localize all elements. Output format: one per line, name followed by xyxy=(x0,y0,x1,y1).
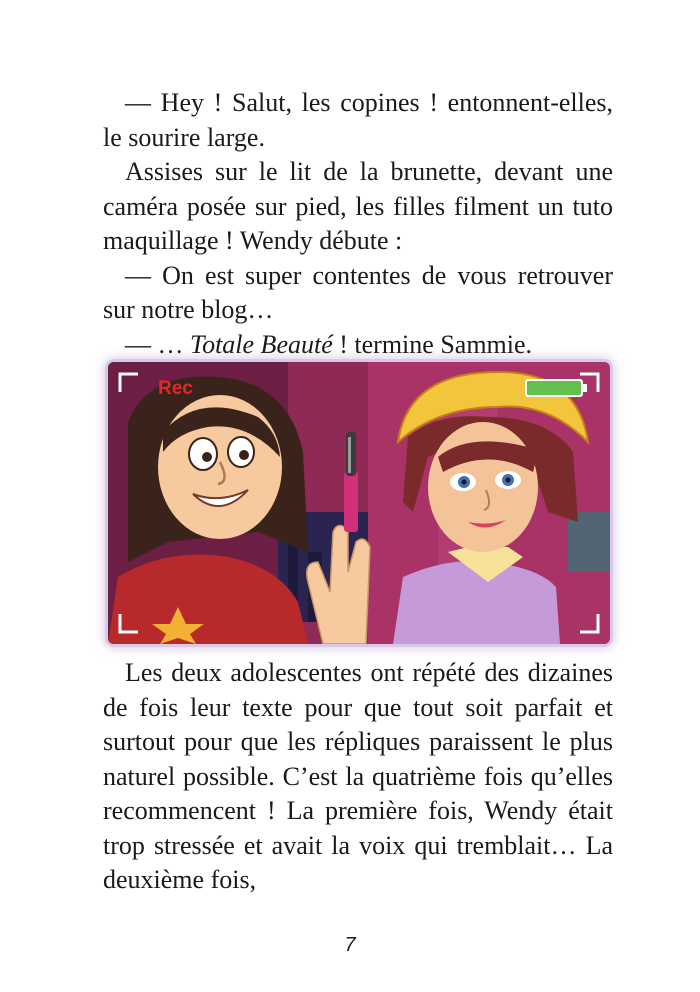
rec-indicator: Rec xyxy=(158,378,193,399)
top-text-block xyxy=(103,86,613,362)
illustration-art xyxy=(108,362,610,644)
paragraph-rehearsal: Les deux adolescentes ont répété des dizaines de fois leur texte pour que tout soit parfait et surtout pour que les répliques paraissent le plus naturel possible. C’est la quatrième fois qu’elles recommencent ! La première fois, Wendy était trop stressée et avait la voix qui tremblait… La deuxième fois, xyxy=(103,658,613,894)
sammie-line-prefix: — … xyxy=(125,329,190,359)
bottom-text-block xyxy=(103,656,613,898)
paragraph-greeting: — Hey ! Salut, les copines ! entonnent-elles, le sourire large. xyxy=(103,88,613,152)
paragraph-wendy-line: — On est super contentes de vous retrouver sur notre blog… xyxy=(103,260,613,324)
sammie-line-suffix: ! termine Sammie. xyxy=(332,329,533,359)
paragraph-sammie-line xyxy=(103,328,613,363)
blog-recording-illustration xyxy=(108,362,610,644)
blog-title: Totale Beauté xyxy=(190,329,333,359)
page-number: 7 xyxy=(344,934,356,956)
paragraph-setting: Assises sur le lit de la brunette, devant une caméra posée sur pied, les filles filment un tuto maquillage ! Wendy débute : xyxy=(103,157,613,255)
